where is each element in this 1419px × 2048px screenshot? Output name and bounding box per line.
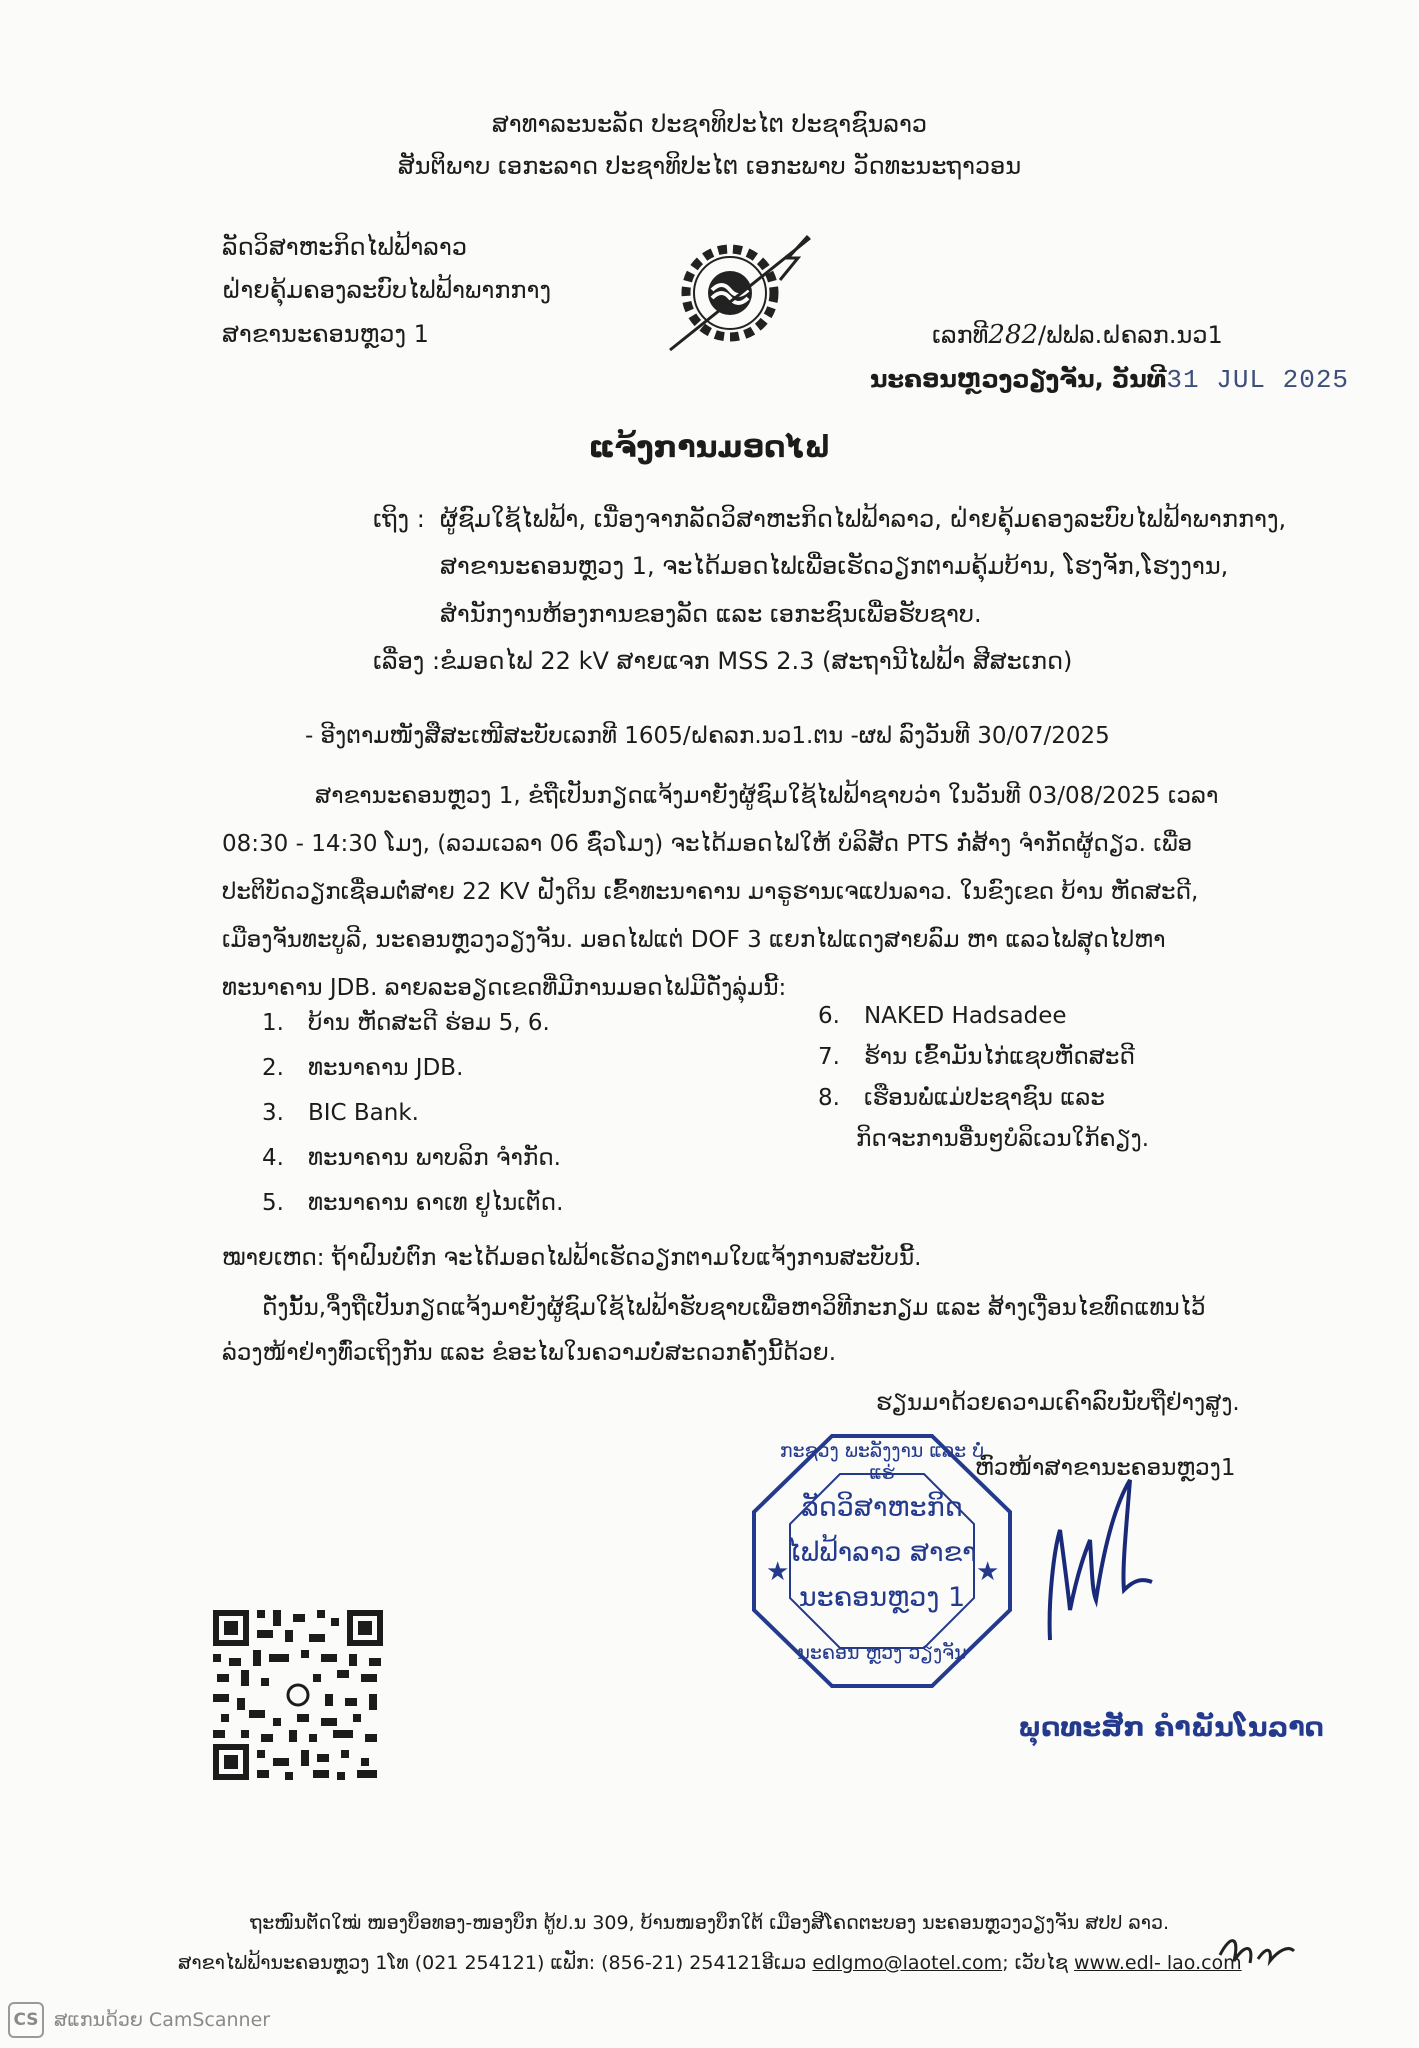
official-seal (748, 1430, 1016, 1692)
to-line-3: ສຳນັກງານຫ້ອງການຂອງລັດ ແລະ ເອກະຊົນເພື່ອຮັບຊາບ. (440, 600, 982, 628)
ref-number (932, 320, 1223, 350)
edl-logo (660, 228, 820, 358)
seal-bottom-text: ນະຄອນ ຫຼວງ ວຽງຈັນ (797, 1642, 967, 1664)
list-item-text: ທະນາຄານ JDB. (307, 1055, 464, 1081)
seal-top-text: ກະຊວງ ພະລັງງານ ແລະ ບໍ່ແຮ່ (779, 1440, 985, 1484)
body-line-4: ເມືອງຈັນທະບູລີ, ນະຄອນຫຼວງວຽງຈັນ. ມອດໄຟແຕ່ DOF 3 ແຍກໄຟແດງສາຍລົມ ຫາ ແລວໄຟສຸດໄປຫາ (222, 927, 1166, 953)
camscanner-watermark (8, 2002, 270, 2038)
list-item-text: ກິດຈະການອື່ນໆບໍລິເວນໃກ້ຄຽງ. (856, 1126, 1150, 1152)
ref-date (870, 365, 1349, 395)
list-item (262, 1055, 463, 1081)
org-line-3: ສາຂານະຄອນຫຼວງ 1 (222, 320, 429, 348)
ref-number-label: ເລກທີ (932, 321, 989, 349)
list-item (262, 1010, 550, 1036)
footer-contact-prefix: ສາຂາໄຟຟ້ານະຄອນຫຼວງ 1ໂທ (021 254121) ແຟັກ: (856-21) 254121ອີເມວ (178, 1952, 813, 1974)
note: ໝາຍເຫດ: ຖ້າຝົນບໍ່ຕົກ ຈະໄດ້ມອດໄຟຟ້າເຮັດວຽກຕາມໃບແຈ້ງການສະບັບນີ້. (222, 1245, 922, 1271)
list-item-number: 3. (262, 1100, 284, 1126)
list-item (856, 1126, 1149, 1152)
seal-line-2: ໄຟຟ້າລາວ ສາຂາ (787, 1537, 977, 1568)
header-line-2: ສັນຕິພາບ ເອກະລາດ ປະຊາທິປະໄຕ ເອກະພາບ ວັດທະນະຖາວອນ (397, 152, 1022, 180)
footer-email-link[interactable]: edlgmo@laotel.com (812, 1952, 1003, 1974)
to-label: ເຖິງ : (373, 505, 425, 533)
camscanner-text: ສແກນດ້ວຍ CamScanner (54, 2009, 271, 2031)
list-item-text: ທະນາຄານ ຄາເທ ຢູໄນເຕັດ. (307, 1190, 564, 1216)
list-item-text: ເຮືອນພໍ່ແມ່ປະຊາຊົນ ແລະ (863, 1085, 1105, 1111)
list-item-text: ຮ້ານ ເຂົ້າມັນໄກ່ແຊບຫັດສະດີ (863, 1044, 1135, 1070)
camscanner-logo-icon: CS (8, 2002, 44, 2038)
footer-contact (178, 1952, 1242, 1974)
list-item-number: 1. (262, 1010, 284, 1036)
seal-star-right: ★ (976, 1557, 1000, 1587)
seal-line-3: ນະຄອນຫຼວງ 1 (798, 1582, 966, 1613)
subject-label: ເລື່ອງ : (373, 647, 441, 675)
page-title: ແຈ້ງການມອດໄຟ (588, 430, 831, 465)
gear-icon (686, 249, 774, 337)
closing-line-3: ຮຽນມາດ້ວຍຄວາມເຄົາລົບນັບຖືຢ່າງສູງ. (876, 1390, 1240, 1416)
reference-line: - ອີງຕາມໜັງສືສະເໜີສະບັບເລກທີ 1605/ຝຄລກ.ນວ1.ຕນ -ຜຟ ລົງວັນທີ 30/07/2025 (305, 723, 1110, 749)
list-item (262, 1100, 419, 1126)
seal-star-left: ★ (766, 1557, 790, 1587)
closing-line-2: ລ່ວງໜ້າຢ່າງທົ່ວເຖິງກັນ ແລະ ຂໍອະໄພໃນຄວາມບໍ່ສະດວກຄັ້ງນີ້ດ້ວຍ. (222, 1340, 837, 1366)
footer-website-label: ; ເວັບໄຊ (1002, 1952, 1075, 1974)
list-item-number: 8. (818, 1085, 840, 1111)
list-item (262, 1190, 563, 1216)
to-line-2: ສາຂານະຄອນຫຼວງ 1, ຈະໄດ້ມອດໄຟເພື່ອເຮັດວຽກຕາມຄຸ້ມບ້ານ, ໂຮງຈັກ,ໂຮງງານ, (440, 552, 1229, 580)
list-item-text: BIC Bank. (307, 1100, 419, 1126)
list-item-number: 7. (818, 1044, 840, 1070)
list-item-text: ບ້ານ ຫັດສະດີ ຮ່ອມ 5, 6. (307, 1010, 550, 1036)
list-item-text: NAKED Hadsadee (863, 1003, 1067, 1029)
signatory-position: ຫົວໜ້າສາຂານະຄອນຫຼວງ1 (975, 1455, 1236, 1481)
list-item (818, 1085, 1105, 1111)
header-line-1: ສາທາລະນະລັດ ປະຊາທິປະໄຕ ປະຊາຊົນລາວ (491, 110, 928, 138)
handwritten-signature (1030, 1470, 1160, 1650)
seal-line-1: ລັດວິສາຫະກິດ (801, 1492, 963, 1523)
org-line-1: ລັດວິສາຫະກິດໄຟຟ້າລາວ (222, 233, 468, 261)
footer-address: ຖະໜົນຕັດໃໝ່ ໜອງບຶອທອງ-ໜອງບຶກ ຕູ້ປ.ນ 309, ບ້ານໜອງບຶກໃຕ້ ເມືອງສີໂຄດຕະບອງ ນະຄອນຫຼວງວຽງຈັນ ສປປ ລາວ. (249, 1912, 1170, 1934)
ref-number-value: 282 (988, 320, 1039, 350)
subject-text: ຂໍມອດໄຟ 22 kV ສາຍແຈກ MSS 2.3 (ສະຖານີໄຟຟ້າ ສີສະເກດ) (440, 647, 1073, 675)
org-line-2: ຝ່າຍຄຸ້ມຄອງລະບົບໄຟຟ້າພາກກາງ (222, 276, 552, 304)
signatory-name: ພຸດທະສັກ ຄຳພັນໂນລາດ (1018, 1712, 1324, 1743)
list-item-text: ທະນາຄານ ພາບລິກ ຈຳກັດ. (307, 1145, 561, 1171)
date-stamp: 31 JUL 2025 (1166, 365, 1350, 395)
to-line-1: ຜູ້ຊົມໃຊ້ໄຟຟ້າ, ເນື່ອງຈາກລັດວິສາຫະກິດໄຟຟ້າລາວ, ຝ່າຍຄຸ້ມຄອງລະບົບໄຟຟ້າພາກກາງ, (440, 505, 1287, 533)
list-item (262, 1145, 561, 1171)
list-item-number: 5. (262, 1190, 284, 1216)
closing-line-1: ດັ່ງນັ້ນ,ຈຶ່ງຖືເປັນກຽດແຈ້ງມາຍັງຜູ້ຊົມໃຊ້ໄຟຟ້າຮັບຊາບເພື່ອຫາວິທີກະກຽມ ແລະ ສ້າງເງື່ອນໄຂທົດແທນໄວ້ (262, 1295, 1206, 1321)
initials-mark (1210, 1925, 1300, 1975)
qr-code (213, 1610, 383, 1780)
footer-website-link[interactable]: www.edl- lao.com (1074, 1952, 1242, 1974)
body-line-3: ປະຕິບັດວຽກເຊື່ອມຕໍ່ສາຍ 22 KV ຝັງດິນ ເຂົ້າທະນາຄານ ມາຣູຮານເຈແປນລາວ. ໃນຂົງເຂດ ບ້ານ ຫັດສະດີ, (222, 879, 1199, 905)
body-line-2: 08:30 - 14:30 ໂມງ, (ລວມເວລາ 06 ຊົ່ວໂມງ) ຈະໄດ້ມອດໄຟໃຫ້ ບໍລິສັດ PTS ກໍ່ສ້າງ ຈຳກັດຜູ້ດຽວ. ເພື່ອ (222, 831, 1193, 857)
body-line-1: ສາຂານະຄອນຫຼວງ 1, ຂໍຖືເປັນກຽດແຈ້ງມາຍັງຜູ້ຊົມໃຊ້ໄຟຟ້າຊາບວ່າ ໃນວັນທີ 03/08/2025 ເວລາ (315, 783, 1219, 809)
list-item-number: 6. (818, 1003, 840, 1029)
list-item-number: 2. (262, 1055, 284, 1081)
ref-place-label: ນະຄອນຫຼວງວຽງຈັນ, ວັນທີ (870, 365, 1167, 393)
body-line-5: ທະນາຄານ JDB. ລາຍລະອຽດເຂດທີ່ມີການມອດໄຟມີດັ່ງລຸ່ມນີ້: (222, 975, 787, 1001)
list-item (818, 1003, 1067, 1029)
list-item-number: 4. (262, 1145, 284, 1171)
ref-number-suffix: /ຟຟລ.ຝຄລກ.ນວ1 (1038, 321, 1223, 349)
list-item (818, 1044, 1135, 1070)
